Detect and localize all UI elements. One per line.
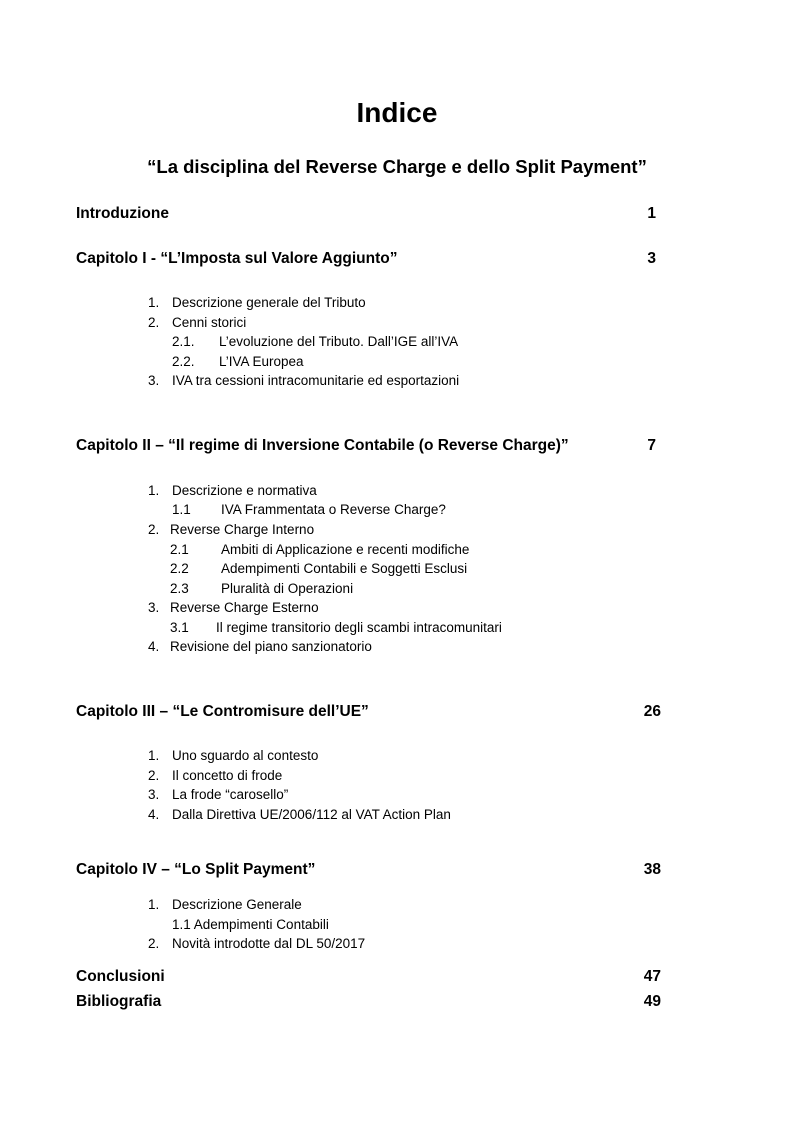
list-item: Uno sguardo al contesto <box>172 748 319 763</box>
list-item-number: 4. <box>148 807 160 822</box>
list-subitem-number: 3.1 <box>170 620 189 635</box>
list-subitem: L’evoluzione del Tributo. Dall’IGE all’IVA <box>219 334 459 349</box>
toc-entry-capitolo-3: Capitolo III – “Le Contromisure dell’UE” <box>76 703 369 720</box>
list-item: Reverse Charge Esterno <box>170 600 319 615</box>
toc-entry-conclusioni: Conclusioni <box>76 968 165 985</box>
toc-page-bibliografia: 49 <box>643 993 661 1010</box>
list-subitem: 1.1 Adempimenti Contabili <box>172 917 329 932</box>
list-subitem-number: 1.1 <box>172 502 191 517</box>
list-item-number: 2. <box>148 522 160 537</box>
list-subitem-number: 2.1. <box>172 334 195 349</box>
toc-page-conclusioni: 47 <box>643 968 661 985</box>
toc-page-capitolo-1: 3 <box>647 250 656 267</box>
list-item-number: 1. <box>148 483 160 498</box>
toc-page-capitolo-2: 7 <box>647 437 656 454</box>
list-item: Il concetto di frode <box>172 768 283 783</box>
list-item-number: 2. <box>148 768 160 783</box>
list-item: IVA tra cessioni intracomunitarie ed esportazioni <box>172 373 460 388</box>
toc-page-capitolo-3: 26 <box>643 703 661 720</box>
toc-page-introduzione: 1 <box>647 205 656 222</box>
list-item: Revisione del piano sanzionatorio <box>170 639 372 654</box>
document-subtitle: “La disciplina del Reverse Charge e dello Split Payment” <box>147 156 647 177</box>
list-item-number: 4. <box>148 639 160 654</box>
list-item-number: 1. <box>148 295 160 310</box>
list-subitem: Ambiti di Applicazione e recenti modifiche <box>221 542 470 557</box>
list-item-number: 2. <box>148 315 160 330</box>
list-subitem: Adempimenti Contabili e Soggetti Esclusi <box>221 561 468 576</box>
list-subitem-number: 2.2 <box>170 561 189 576</box>
list-item: La frode “carosello” <box>172 787 289 802</box>
toc-entry-introduzione: Introduzione <box>76 205 169 222</box>
list-item: Reverse Charge Interno <box>170 522 315 537</box>
toc-entry-capitolo-4: Capitolo IV – “Lo Split Payment” <box>76 861 316 878</box>
list-subitem-number: 2.1 <box>170 542 189 557</box>
list-item: Cenni storici <box>172 315 247 330</box>
list-item: Descrizione e normativa <box>172 483 317 498</box>
toc-entry-bibliografia: Bibliografia <box>76 993 162 1010</box>
toc-entry-capitolo-1: Capitolo I - “L’Imposta sul Valore Aggiunto” <box>76 250 398 267</box>
list-item-number: 1. <box>148 748 160 763</box>
list-item: Descrizione Generale <box>172 897 302 912</box>
list-subitem-number: 2.3 <box>170 581 189 596</box>
page-title: Indice <box>356 97 438 128</box>
list-item-number: 3. <box>148 600 160 615</box>
list-item-number: 3. <box>148 373 160 388</box>
list-subitem: Il regime transitorio degli scambi intracomunitari <box>216 620 502 635</box>
list-subitem: L’IVA Europea <box>219 354 304 369</box>
toc-entry-capitolo-2: Capitolo II – “Il regime di Inversione Contabile (o Reverse Charge)” <box>76 437 569 454</box>
list-item-number: 3. <box>148 787 160 802</box>
list-item-number: 2. <box>148 936 160 951</box>
list-item: Novità introdotte dal DL 50/2017 <box>172 936 366 951</box>
list-item-number: 1. <box>148 897 160 912</box>
list-subitem-number: 2.2. <box>172 354 195 369</box>
list-item: Descrizione generale del Tributo <box>172 295 366 310</box>
toc-page-capitolo-4: 38 <box>643 861 661 878</box>
list-subitem: IVA Frammentata o Reverse Charge? <box>221 502 446 517</box>
list-item: Dalla Direttiva UE/2006/112 al VAT Action Plan <box>172 807 451 822</box>
list-subitem: Pluralità di Operazioni <box>221 581 354 596</box>
